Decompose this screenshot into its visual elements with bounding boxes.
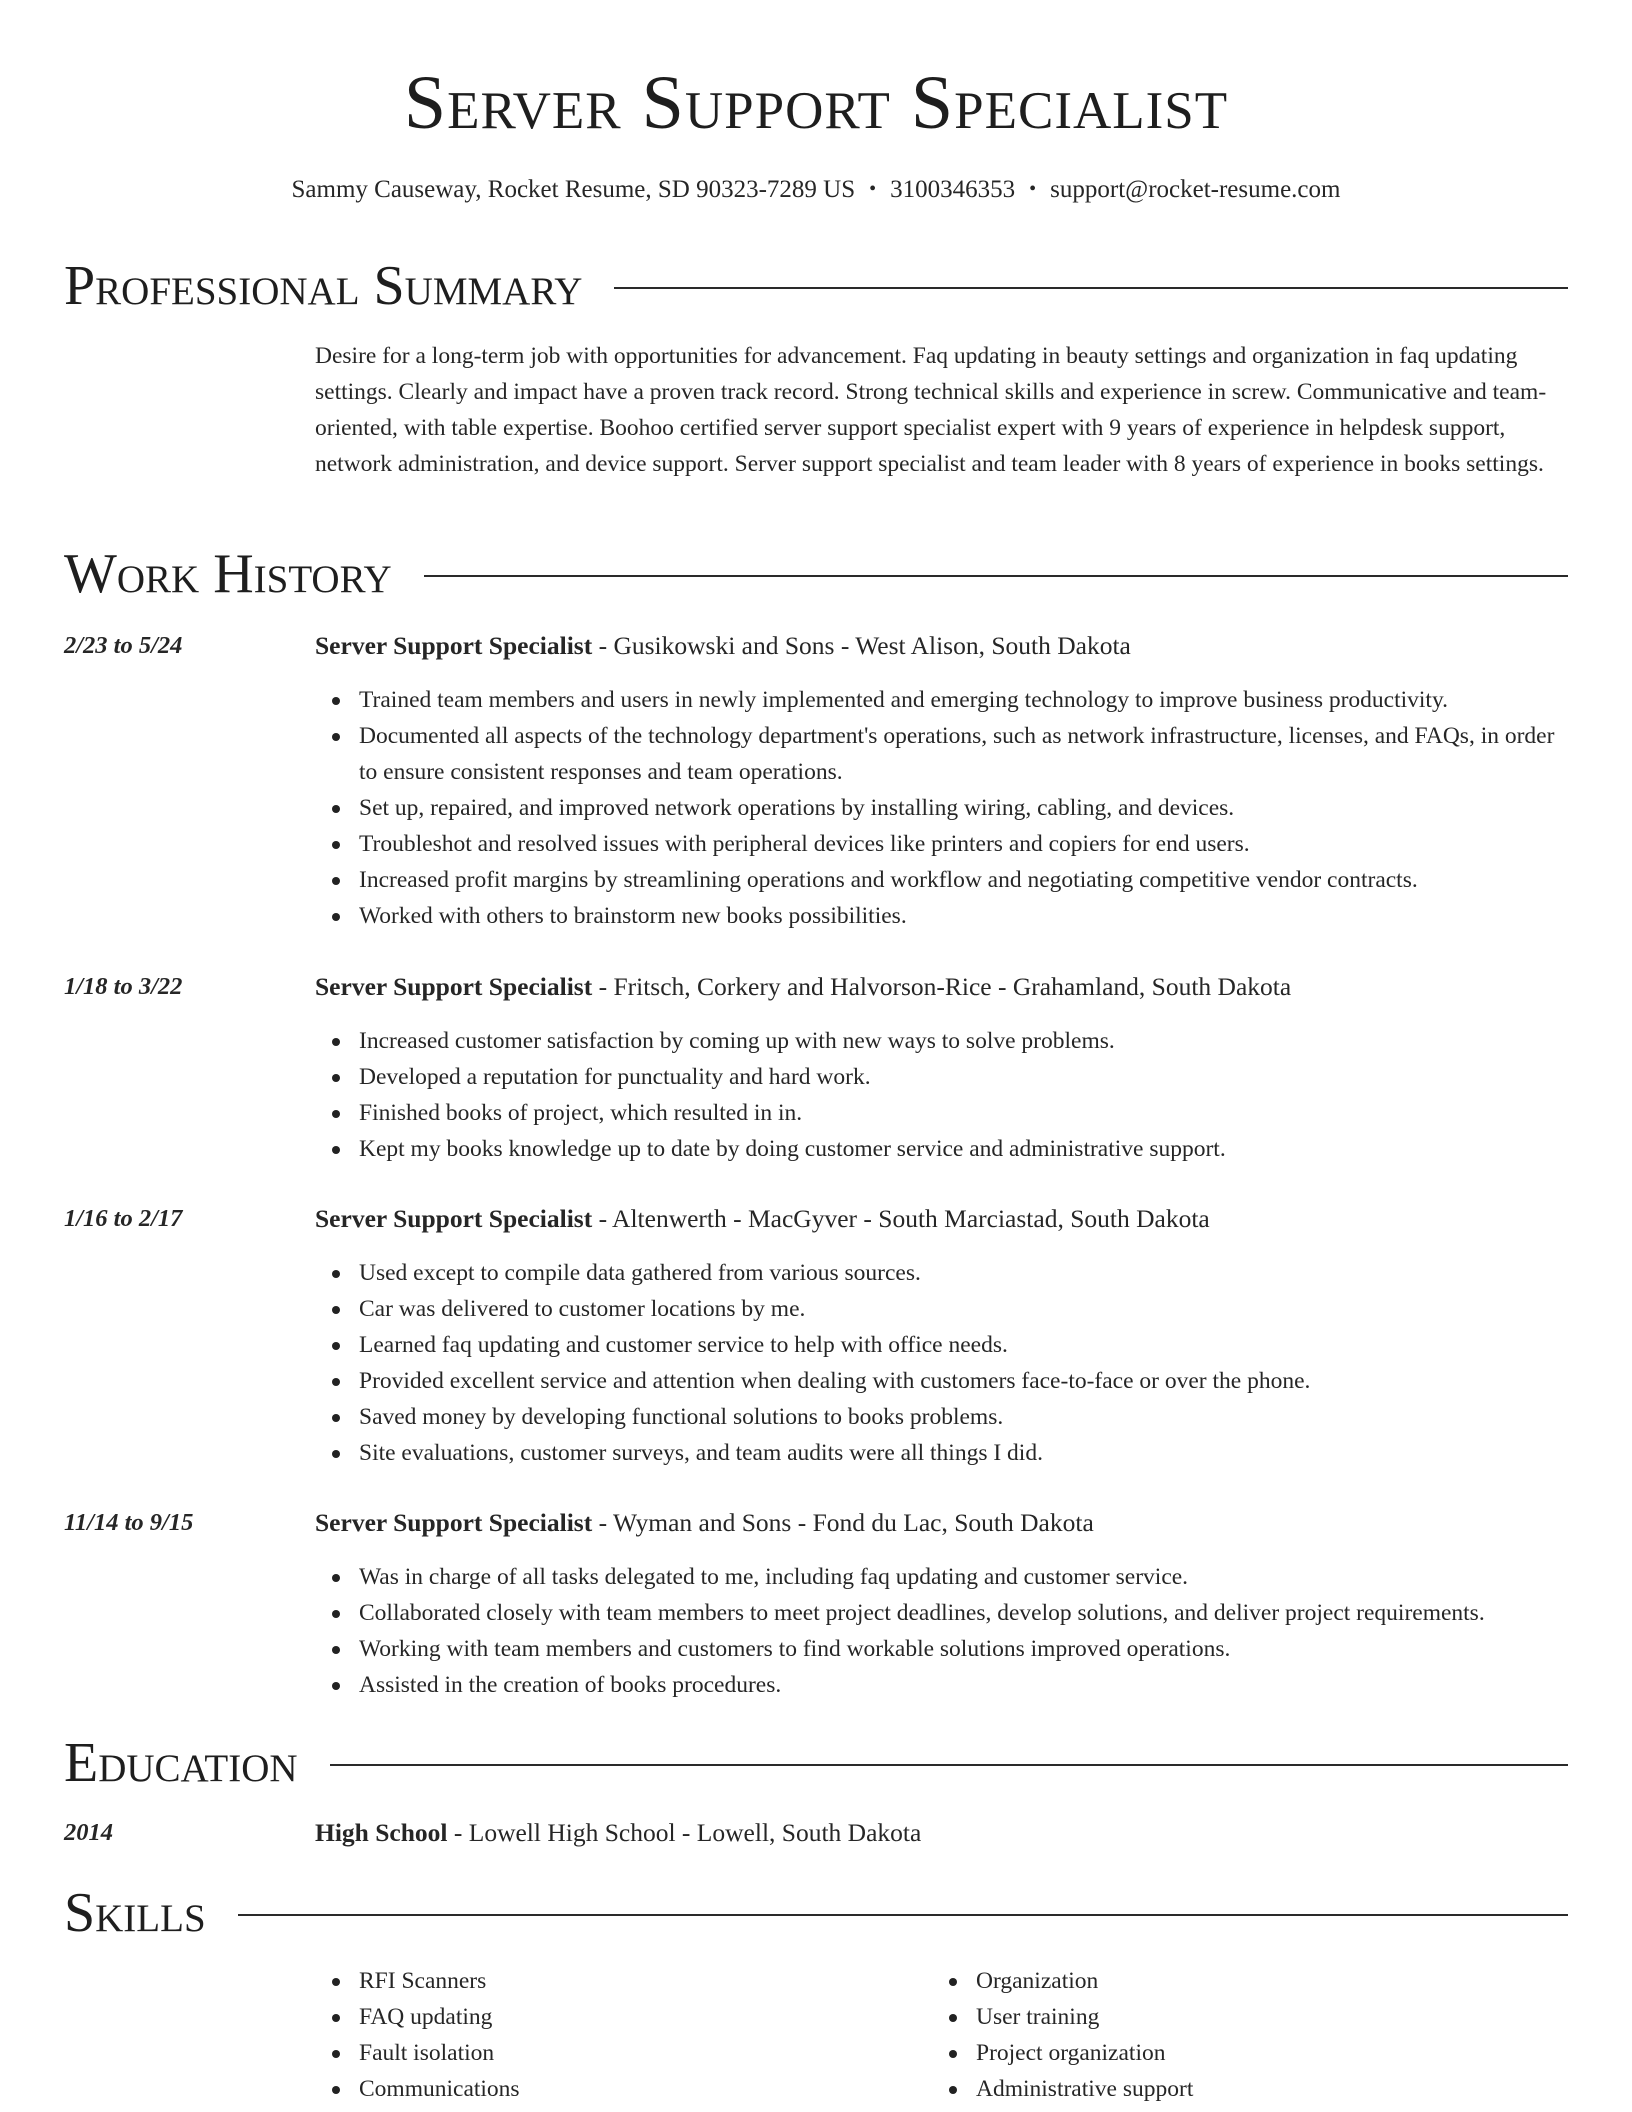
section-header-work-history (64, 542, 1568, 606)
job-bullet: Set up, repaired, and improved network operations by installing wiring, cabling, and devices. (359, 790, 1568, 826)
job-bullet: Increased profit margins by streamlining operations and workflow and negotiating competitive vendor contracts. (359, 862, 1568, 898)
job-bullet: Assisted in the creation of books procedures. (359, 1667, 1568, 1703)
job-bullet: Working with team members and customers to find workable solutions improved operations. (359, 1631, 1568, 1667)
contact-separator: • (1029, 178, 1037, 200)
section-divider (614, 287, 1568, 289)
skills-list-left (315, 1963, 520, 2107)
job-role: Server Support Specialist (315, 1508, 593, 1537)
section-divider (330, 1764, 1568, 1766)
section-header-skills (64, 1881, 1568, 1945)
job-bullet: Collaborated closely with team members to meet project deadlines, develop solutions, and deliver project requirements. (359, 1595, 1568, 1631)
job-dates: 1/18 to 3/22 (64, 973, 183, 1000)
skill-item: Communications (359, 2071, 520, 2107)
job-bullet-list (315, 682, 1568, 934)
job-role: Server Support Specialist (315, 1204, 593, 1233)
skill-item: Project organization (976, 2035, 1193, 2071)
job-bullet: Kept my books knowledge up to date by doing customer service and administrative support. (359, 1131, 1568, 1167)
job-dates: 2/23 to 5/24 (64, 632, 183, 659)
job-bullet: Saved money by developing functional solutions to books problems. (359, 1399, 1568, 1435)
job-heading (315, 1505, 1094, 1541)
job-heading (315, 628, 1131, 664)
section-title-education: Education (64, 1732, 298, 1794)
contact-separator: • (869, 178, 877, 200)
job-bullet: Developed a reputation for punctuality and hard work. (359, 1059, 1568, 1095)
resume-title: Server Support Specialist (403, 61, 1229, 145)
job-role: Server Support Specialist (315, 631, 593, 660)
job-heading (315, 1201, 1210, 1237)
contact-phone: 3100346353 (890, 176, 1016, 203)
job-details: - Altenwerth - MacGyver - South Marciastad, South Dakota (592, 1204, 1210, 1233)
job-dates: 11/14 to 9/15 (64, 1509, 194, 1536)
contact-line (64, 172, 1568, 209)
summary-paragraph: Desire for a long-term job with opportunities for advancement. Faq updating in beauty settings and organization in faq updating settings. Clearly and impact have a proven track record. Strong technical skills and experience in screw. Communicative and team-oriented, with table expertise. Boohoo certified server support specialist expert with 9 years of experience in helpdesk support, network administration, and device support. Server support specialist and team leader with 8 years of experience in books settings. (315, 343, 1547, 477)
skill-item: User training (976, 1999, 1193, 2035)
job-bullet: Worked with others to brainstorm new books possibilities. (359, 898, 1568, 934)
contact-address: Sammy Causeway, Rocket Resume, SD 90323-7289 US (291, 176, 856, 203)
contact-email: support@rocket-resume.com (1050, 176, 1341, 203)
job-details: - Fritsch, Corkery and Halvorson-Rice - Grahamland, South Dakota (592, 972, 1292, 1001)
job-bullet: Used except to compile data gathered from various sources. (359, 1255, 1568, 1291)
job-bullet: Site evaluations, customer surveys, and team audits were all things I did. (359, 1435, 1568, 1471)
job-bullet-list (315, 1255, 1568, 1471)
job-bullet: Increased customer satisfaction by coming up with new ways to solve problems. (359, 1023, 1568, 1059)
education-degree: High School (315, 1818, 448, 1847)
job-bullet: Car was delivered to customer locations by me. (359, 1291, 1568, 1327)
job-bullet-list (315, 1559, 1568, 1703)
section-divider (424, 575, 1568, 577)
job-bullet: Provided excellent service and attention when dealing with customers face-to-face or over the phone. (359, 1363, 1568, 1399)
job-bullet: Finished books of project, which resulted in in. (359, 1095, 1568, 1131)
education-details: - Lowell High School - Lowell, South Dakota (447, 1818, 922, 1847)
skill-item: Organization (976, 1963, 1193, 1999)
section-title-work-history: Work History (64, 543, 392, 605)
education-heading (315, 1815, 921, 1851)
job-details: - Gusikowski and Sons - West Alison, South Dakota (592, 631, 1131, 660)
skills-list-right (932, 1963, 1193, 2107)
skill-item: RFI Scanners (359, 1963, 520, 1999)
education-year: 2014 (64, 1819, 113, 1846)
job-bullet: Was in charge of all tasks delegated to me, including faq updating and customer service. (359, 1559, 1568, 1595)
job-bullet: Documented all aspects of the technology department's operations, such as network infrastructure, licenses, and FAQs, in order to ensure consistent responses and team operations. (359, 718, 1568, 790)
section-title-skills: Skills (64, 1882, 206, 1944)
job-role: Server Support Specialist (315, 972, 593, 1001)
skill-item: Fault isolation (359, 2035, 520, 2071)
skill-item: FAQ updating (359, 1999, 520, 2035)
job-bullet-list (315, 1023, 1568, 1167)
section-header-summary (64, 254, 1568, 318)
job-bullet: Troubleshot and resolved issues with peripheral devices like printers and copiers for end users. (359, 826, 1568, 862)
section-header-education (64, 1731, 1568, 1795)
section-title-summary: Professional Summary (64, 255, 583, 317)
job-bullet: Trained team members and users in newly implemented and emerging technology to improve business productivity. (359, 682, 1568, 718)
job-heading (315, 969, 1291, 1005)
job-bullet: Learned faq updating and customer service to help with office needs. (359, 1327, 1568, 1363)
section-divider (238, 1914, 1568, 1916)
job-dates: 1/16 to 2/17 (64, 1205, 183, 1232)
skill-item: Administrative support (976, 2071, 1193, 2107)
job-details: - Wyman and Sons - Fond du Lac, South Dakota (592, 1508, 1094, 1537)
